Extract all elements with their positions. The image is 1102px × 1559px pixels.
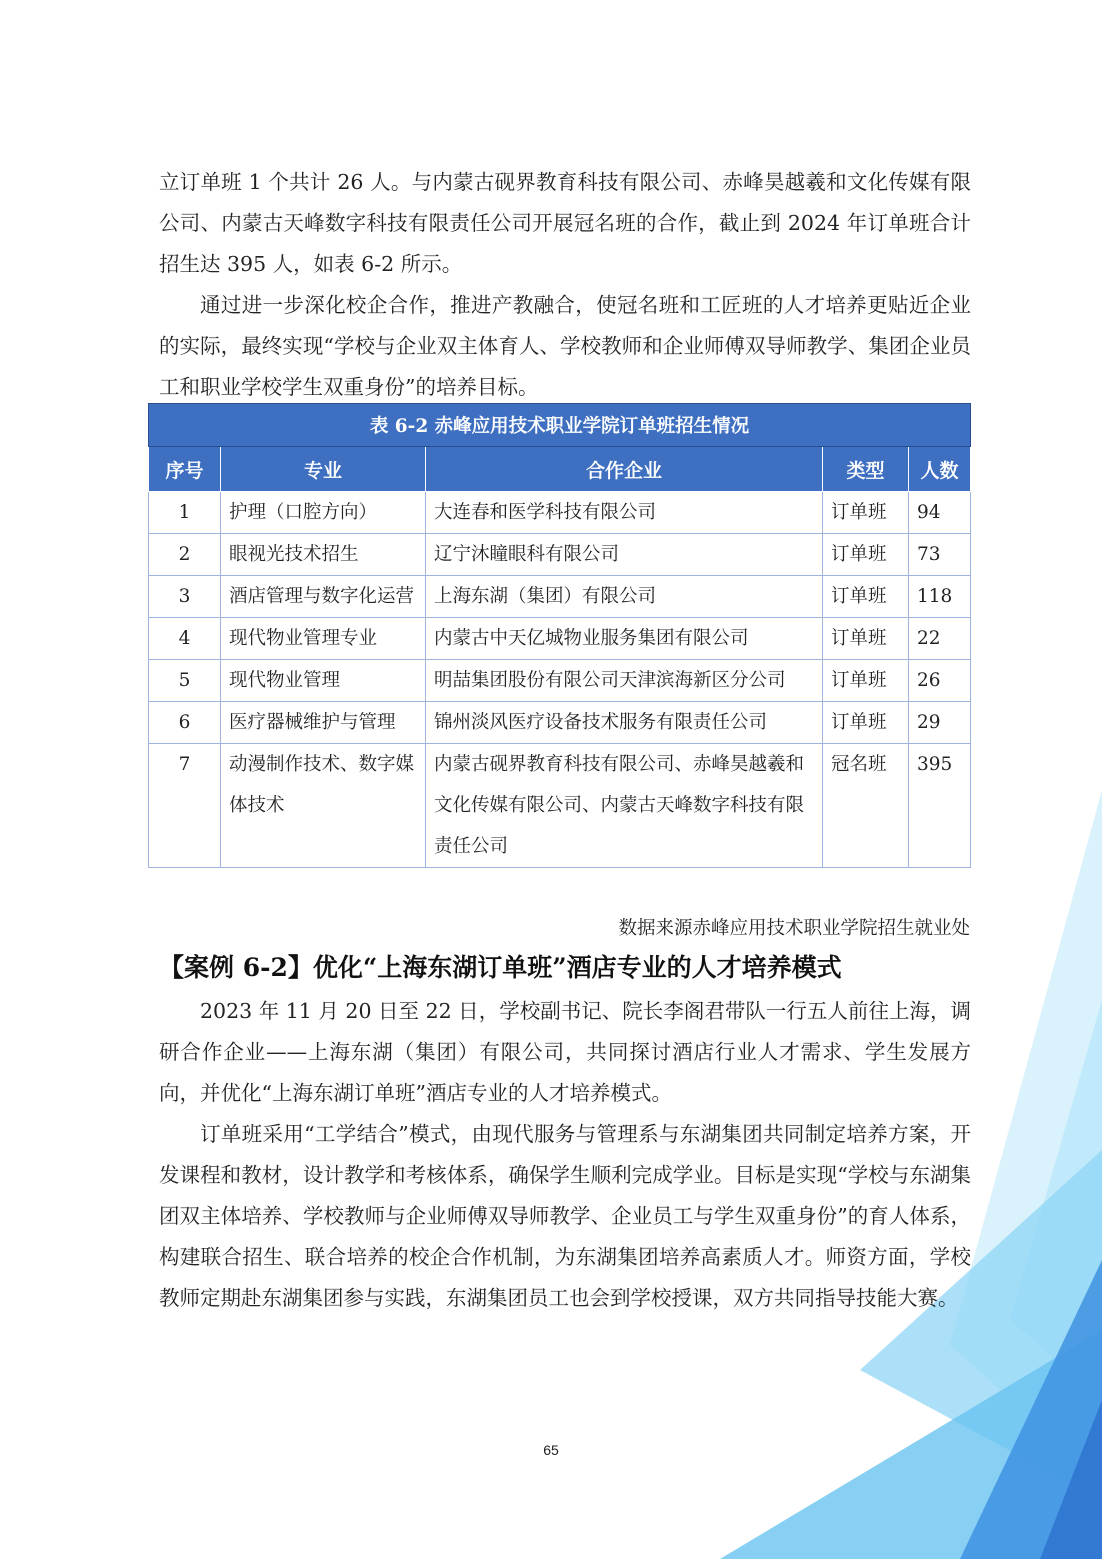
header-company: 合作企业 bbox=[426, 447, 823, 492]
cell-company: 上海东湖（集团）有限公司 bbox=[426, 576, 823, 618]
cell-major: 现代物业管理专业 bbox=[221, 618, 426, 660]
cell-no: 5 bbox=[149, 660, 221, 702]
cell-no: 6 bbox=[149, 702, 221, 744]
intro-paragraph-2: 通过进一步深化校企合作，推进产教融合，使冠名班和工匠班的人才培养更贴近企业的实际，最终实现“学校与企业双主体育人、学校教师和企业师傅双导师教学、集团企业员工和职业学校学生双重身份”的培养目标。 bbox=[159, 293, 971, 399]
table-row bbox=[149, 618, 971, 660]
cell-no: 7 bbox=[149, 744, 221, 868]
cell-count: 22 bbox=[909, 618, 971, 660]
cell-company: 辽宁沐瞳眼科有限公司 bbox=[426, 534, 823, 576]
page-number: 65 bbox=[543, 1442, 559, 1458]
cell-major: 现代物业管理 bbox=[221, 660, 426, 702]
header-no: 序号 bbox=[149, 447, 221, 492]
cell-count: 395 bbox=[909, 744, 971, 868]
cell-type: 订单班 bbox=[823, 618, 909, 660]
cell-type: 订单班 bbox=[823, 492, 909, 534]
table-row bbox=[149, 702, 971, 744]
header-major: 专业 bbox=[221, 447, 426, 492]
cell-major: 护理（口腔方向） bbox=[221, 492, 426, 534]
cell-count: 118 bbox=[909, 576, 971, 618]
cell-type: 冠名班 bbox=[823, 744, 909, 868]
cell-count: 29 bbox=[909, 702, 971, 744]
cell-type: 订单班 bbox=[823, 702, 909, 744]
cell-count: 73 bbox=[909, 534, 971, 576]
cell-type: 订单班 bbox=[823, 534, 909, 576]
table-row bbox=[149, 744, 971, 868]
cell-company: 内蒙古砚界教育科技有限公司、赤峰昊越羲和文化传媒有限公司、内蒙古天峰数字科技有限责任公司 bbox=[426, 744, 823, 868]
intro-paragraph-1: 立订单班 1 个共计 26 人。与内蒙古砚界教育科技有限公司、赤峰昊越羲和文化传媒有限公司、内蒙古天峰数字科技有限责任公司开展冠名班的合作，截止到 2024 年订单班合计招生达 395 人，如表 6-2 所示。 bbox=[159, 170, 971, 276]
cell-major: 酒店管理与数字化运营 bbox=[221, 576, 426, 618]
cell-company: 明喆集团股份有限公司天津滨海新区分公司 bbox=[426, 660, 823, 702]
cell-company: 内蒙古中天亿城物业服务集团有限公司 bbox=[426, 618, 823, 660]
case-paragraph-2: 订单班采用“工学结合”模式，由现代服务与管理系与东湖集团共同制定培养方案，开发课程和教材，设计教学和考核体系，确保学生顺利完成学业。目标是实现“学校与东湖集团双主体培养、学校教师与企业师傅双导师教学、企业员工与学生双重身份”的育人体系，构建联合招生、联合培养的校企合作机制，为东湖集团培养高素质人才。师资方面，学校教师定期赴东湖集团参与实践，东湖集团员工也会到学校授课，双方共同指导技能大赛。 bbox=[159, 1122, 971, 1310]
order-class-table bbox=[148, 403, 970, 868]
cell-no: 3 bbox=[149, 576, 221, 618]
cell-count: 26 bbox=[909, 660, 971, 702]
cell-major: 眼视光技术招生 bbox=[221, 534, 426, 576]
cell-major: 动漫制作技术、数字媒体技术 bbox=[221, 744, 426, 868]
cell-type: 订单班 bbox=[823, 576, 909, 618]
case-title: 【案例 6-2】优化“上海东湖订单班”酒店专业的人才培养模式 bbox=[159, 953, 842, 982]
table-source-note: 数据来源赤峰应用技术职业学院招生就业处 bbox=[618, 918, 970, 939]
table-row bbox=[149, 534, 971, 576]
cell-no: 2 bbox=[149, 534, 221, 576]
table-header-row bbox=[149, 447, 971, 492]
table-row bbox=[149, 492, 971, 534]
cell-no: 4 bbox=[149, 618, 221, 660]
table-caption: 表 6-2 赤峰应用技术职业学院订单班招生情况 bbox=[149, 404, 971, 447]
cell-company: 大连春和医学科技有限公司 bbox=[426, 492, 823, 534]
cell-type: 订单班 bbox=[823, 660, 909, 702]
cell-major: 医疗器械维护与管理 bbox=[221, 702, 426, 744]
header-count: 人数 bbox=[909, 447, 971, 492]
table-row bbox=[149, 660, 971, 702]
table-row bbox=[149, 576, 971, 618]
cell-count: 94 bbox=[909, 492, 971, 534]
cell-no: 1 bbox=[149, 492, 221, 534]
cell-company: 锦州淡风医疗设备技术服务有限责任公司 bbox=[426, 702, 823, 744]
header-type: 类型 bbox=[823, 447, 909, 492]
case-paragraph-1: 2023 年 11 月 20 日至 22 日，学校副书记、院长李阁君带队一行五人前往上海，调研合作企业——上海东湖（集团）有限公司，共同探讨酒店行业人才需求、学生发展方向，并优化“上海东湖订单班”酒店专业的人才培养模式。 bbox=[159, 999, 971, 1105]
